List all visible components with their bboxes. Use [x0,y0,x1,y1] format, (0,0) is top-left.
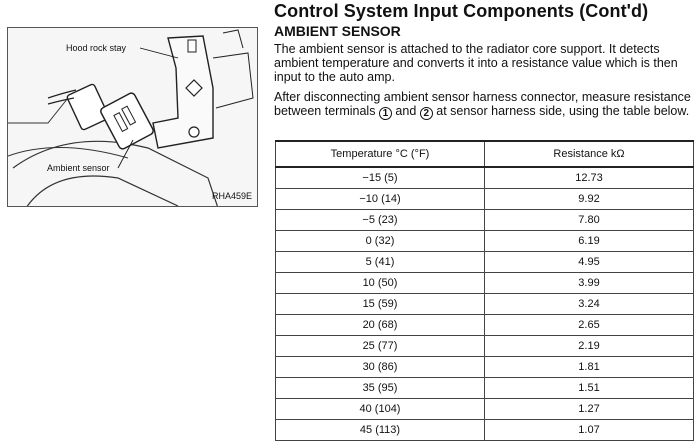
table-row [276,357,694,378]
table-row [276,399,694,420]
figure-id: RHA459E [211,191,252,201]
temperature-cell: 30 (86) [276,357,485,378]
temperature-cell: 0 (32) [276,231,485,252]
resistance-cell: 9.92 [485,189,694,210]
section-title: AMBIENT SENSOR [274,23,401,39]
table-row [276,210,694,231]
table-row [276,167,694,189]
temperature-cell: −15 (5) [276,167,485,189]
temperature-cell: 5 (41) [276,252,485,273]
resistance-cell: 2.19 [485,336,694,357]
resistance-cell: 7.80 [485,210,694,231]
resistance-cell: 3.99 [485,273,694,294]
sensor-location-figure [7,27,258,207]
table-body [276,167,694,441]
table-row [276,252,694,273]
hood-rock-stay-label: Hood rock stay [66,43,127,53]
resistance-cell: 1.81 [485,357,694,378]
instruction-text-after: at sensor harness side, using the table below. [436,104,690,118]
temperature-cell: −5 (23) [276,210,485,231]
temperature-cell: 45 (113) [276,420,485,441]
resistance-cell: 4.95 [485,252,694,273]
resistance-cell: 1.07 [485,420,694,441]
temperature-cell: −10 (14) [276,189,485,210]
terminal-2-marker: 2 [420,107,433,120]
table-row [276,378,694,399]
table-row [276,315,694,336]
temperature-cell: 35 (95) [276,378,485,399]
table-row [276,294,694,315]
resistance-cell: 1.27 [485,399,694,420]
page-title: Control System Input Components (Cont'd) [274,1,649,21]
instruction-text-before: After disconnecting ambient sensor harness connector, measure resistance between terminals [274,90,691,118]
description-paragraph: The ambient sensor is attached to the radiator core support. It detects ambient temperature and converts it into a resistance value which is then input to the auto amp. [274,42,678,84]
temperature-cell: 15 (59) [276,294,485,315]
table-header-row [276,141,694,167]
ambient-sensor-label: Ambient sensor [47,163,110,173]
resistance-cell: 3.24 [485,294,694,315]
table-row [276,336,694,357]
instruction-text-middle: and [395,104,417,118]
resistance-cell: 1.51 [485,378,694,399]
table-row [276,231,694,252]
terminal-1-marker: 1 [379,107,392,120]
table-row [276,189,694,210]
temperature-cell: 40 (104) [276,399,485,420]
temperature-cell: 25 (77) [276,336,485,357]
table-row [276,273,694,294]
table-row [276,420,694,441]
sensor-location-diagram [8,28,258,207]
resistance-cell: 6.19 [485,231,694,252]
resistance-table [275,140,694,441]
resistance-cell: 12.73 [485,167,694,189]
temperature-column-header: Temperature °C (°F) [276,141,485,167]
instruction-paragraph [274,90,696,120]
resistance-cell: 2.65 [485,315,694,336]
temperature-cell: 20 (68) [276,315,485,336]
resistance-column-header: Resistance kΩ [485,141,694,167]
temperature-cell: 10 (50) [276,273,485,294]
